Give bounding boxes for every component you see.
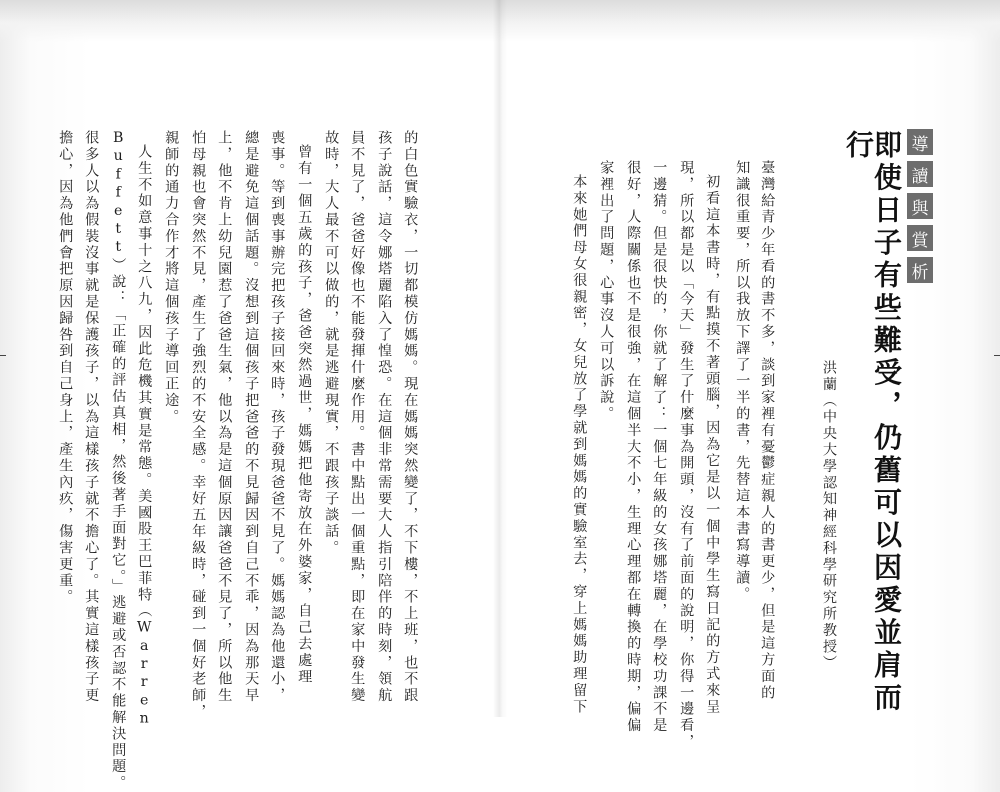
crop-mark-right [994,355,1000,356]
left-page-line: 很多人以為假裝沒事就是保護孩子，以為這樣孩子就不擔心了。其實這樣孩子更 [83,130,100,704]
author-line: 洪蘭（中央大學認知神經科學研究所教授） [821,360,837,672]
chapter-title: 即使日子有些難受，仍舊可以因愛並肩而行 [842,130,903,715]
left-page-line: 喪事。等到喪事辦完把孩子接回來時，孩子發現爸爸不見了。媽媽認為他還小， [269,130,286,704]
badge-char: 讀 [907,161,933,187]
badge-char: 析 [907,257,933,283]
left-page-line: 上，他不肯上幼兒園惹了爸爸生氣，他以為是這個原因讓爸爸不見了，所以他生 [216,130,233,704]
right-page-line: 現，所以都是以「今天」發生了什麼事為開頭，沒有了前面的說明，你得一邊看， [678,160,695,751]
left-page-line: 怕母親也會突然不見，產生了強烈的不安全感。幸好五年級時，碰到一個好老師， [190,130,207,721]
left-page-line: 曾有一個五歲的孩子，爸爸突然過世，媽媽把他寄放在外婆家，自己去處理 [296,144,313,686]
left-page-line: 的白色實驗衣，一切都模仿媽媽。現在媽媽突然變了，不下樓，不上班，也不跟 [402,130,419,704]
right-page-line: 初看這本書時，有點摸不著頭腦，因為它是以一個中學生寫日記的方式來呈 [704,174,721,716]
book-spine-gutter [493,0,507,717]
left-page-line: 人生不如意事十之八九，因此危機其實是常態。美國股王巴菲特（Warren [136,144,153,729]
left-page-line: 員不見了，爸爸好像也不能發揮什麼作用。書中點出一個重點，即在家中發生變 [349,130,366,704]
right-page-line: 家裡出了問題，心事沒人可以訴說。 [598,160,615,423]
right-page-line: 臺灣給青少年看的書不多，談到家裡有憂鬱症親人的書更少，但是這方面的 [759,160,776,702]
left-page-line: 總是避免這個話題。沒想到這個孩子把爸爸的不見歸因到自己不乖，因為那天早 [243,130,260,704]
left-page-line: 孩子說話，這令娜塔麗陷入了惶恐。在這個非常需要大人指引陪伴的時刻，領航 [376,130,393,704]
badge-char: 與 [907,193,933,219]
right-page-line: 很好，人際關係也不是很強，在這個半大不小，生理心理都在轉換的時期，偏偏 [625,160,642,734]
section-badge [906,129,934,289]
left-page-line: 故時，大人最不可以做的，就是逃避現實，不跟孩子談話。 [323,130,340,557]
badge-char: 導 [907,129,933,155]
left-page-line: 擔心，因為他們會把原因歸咎到自己身上，產生內疚，傷害更重。 [57,130,74,606]
left-page-line: Buffett）說：「正確的評估真相，然後著手面對它。」逃避或否認不能解決問題。 [110,130,127,792]
right-page-line: 一邊猜。但是很快的，你就了解了：一個七年級的女孩娜塔麗，在學校功課不是 [651,160,668,734]
left-page-line: 親師的通力合作才將這個孩子導回正途。 [163,130,180,426]
badge-char: 賞 [907,225,933,251]
crop-mark-left [0,355,6,356]
right-page-line: 本來她們母女很親密，女兒放了學就到媽媽的實驗室去，穿上媽媽助理留下 [571,174,588,716]
right-page-line: 知識很重要，所以我放下譯了一半的書，先替這本書寫導讀。 [734,160,751,603]
